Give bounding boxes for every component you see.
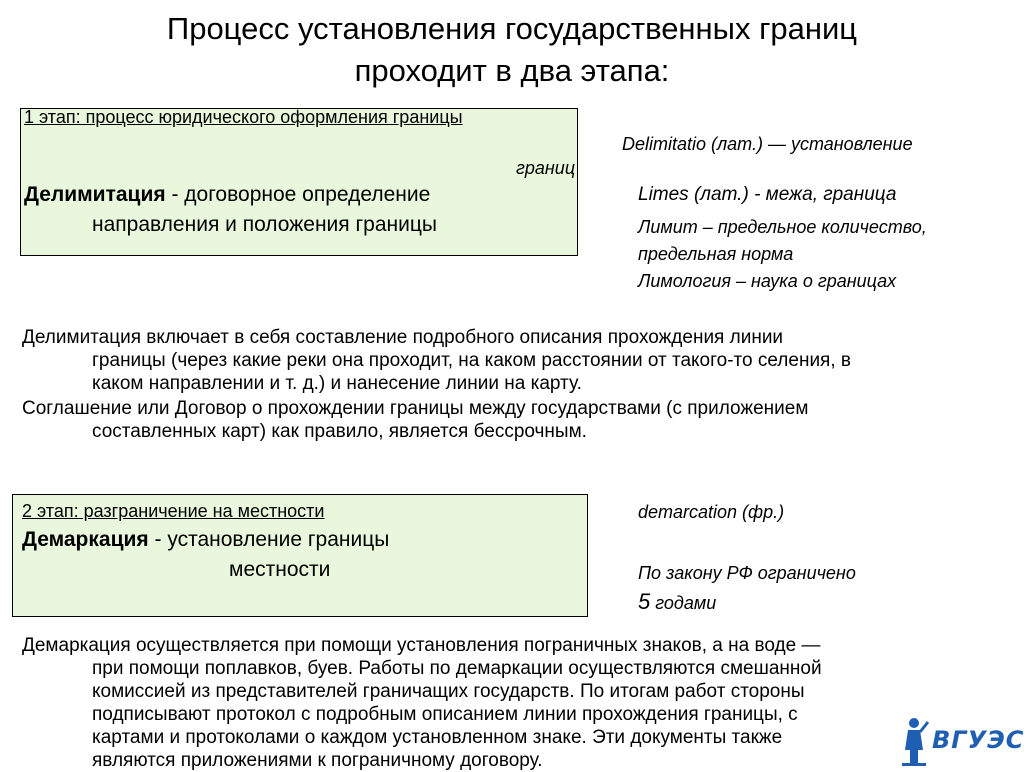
logo-text: ВГУЭС	[932, 726, 1024, 754]
note-law-number: 5	[638, 589, 651, 614]
paragraph-line: составленных карт) как правило, является бессрочным.	[92, 421, 587, 442]
paragraph-line: каком направлении и т. д.) и нанесение линии на карту.	[92, 373, 582, 394]
note-limit-b: предельная норма	[638, 244, 794, 264]
note-law-years: годами	[650, 593, 717, 613]
note-limes: Limes (лат.) - межа, граница	[638, 184, 897, 205]
paragraph-line: комиссией из представителей граничащих государств. По итогам работ стороны	[92, 681, 805, 702]
stage1-def-line2: направления и положения границы	[92, 213, 437, 236]
paragraph-line: подписывают протокол с подробным описанием линии прохождения границы, с	[92, 704, 798, 725]
note-law-a: По закону РФ ограничено	[638, 563, 856, 583]
paragraph-line: при помощи поплавков, буев. Работы по демаркации осуществляются смешанной	[92, 658, 822, 679]
paragraph-agreement	[22, 397, 808, 443]
stage2-def-line1: - установление границы	[148, 528, 390, 551]
stage1-header: 1 этап: процесс юридического оформления границы	[24, 107, 463, 127]
stage2-term: Демаркация	[22, 528, 149, 551]
paragraph-demarcation	[22, 634, 822, 772]
paragraph-line: являются приложениями к пограничному договору.	[92, 750, 543, 771]
note-law-b	[638, 589, 716, 616]
note-demarcation: demarcation (фр.)	[638, 502, 785, 522]
paragraph-line: Делимитация включает в себя составление подробного описания прохождения линии	[22, 327, 784, 348]
slide-title	[0, 8, 1024, 92]
title-line-1: Процесс установления государственных границ	[166, 11, 858, 46]
paragraph-line: картами и протоколами о каждом установленном знаке. Эти документы также	[92, 727, 783, 748]
note-limology: Лимология – наука о границах	[638, 271, 897, 291]
title-line-2: проходит в два этапа:	[354, 53, 670, 88]
stage2-definition	[22, 525, 389, 585]
paragraph-line: Соглашение или Договор о прохождении границы между государствами (с приложением	[22, 398, 809, 419]
stage1-def-line1: - договорное определение	[165, 183, 431, 206]
stage1-definition	[24, 180, 437, 240]
paragraph-delimitation	[22, 326, 851, 395]
statue-emblem-icon	[894, 714, 934, 766]
paragraph-line: Демаркация осуществляется при помощи установления пограничных знаков, а на воде —	[22, 635, 821, 656]
paragraph-line: границы (через какие реки она проходит, на каком расстоянии от такого-то селения, в	[92, 350, 851, 371]
note-delimitatio-b: границ	[516, 158, 576, 178]
stage1-term: Делимитация	[24, 183, 166, 206]
note-limit-a: Лимит – предельное количество,	[638, 217, 927, 237]
stage2-header: 2 этап: разграничение на местности	[22, 501, 325, 521]
note-delimitatio-a: Delimitatio (лат.) — установление	[622, 134, 913, 154]
university-logo	[890, 714, 1024, 766]
stage2-def-line2: местности	[229, 558, 331, 581]
